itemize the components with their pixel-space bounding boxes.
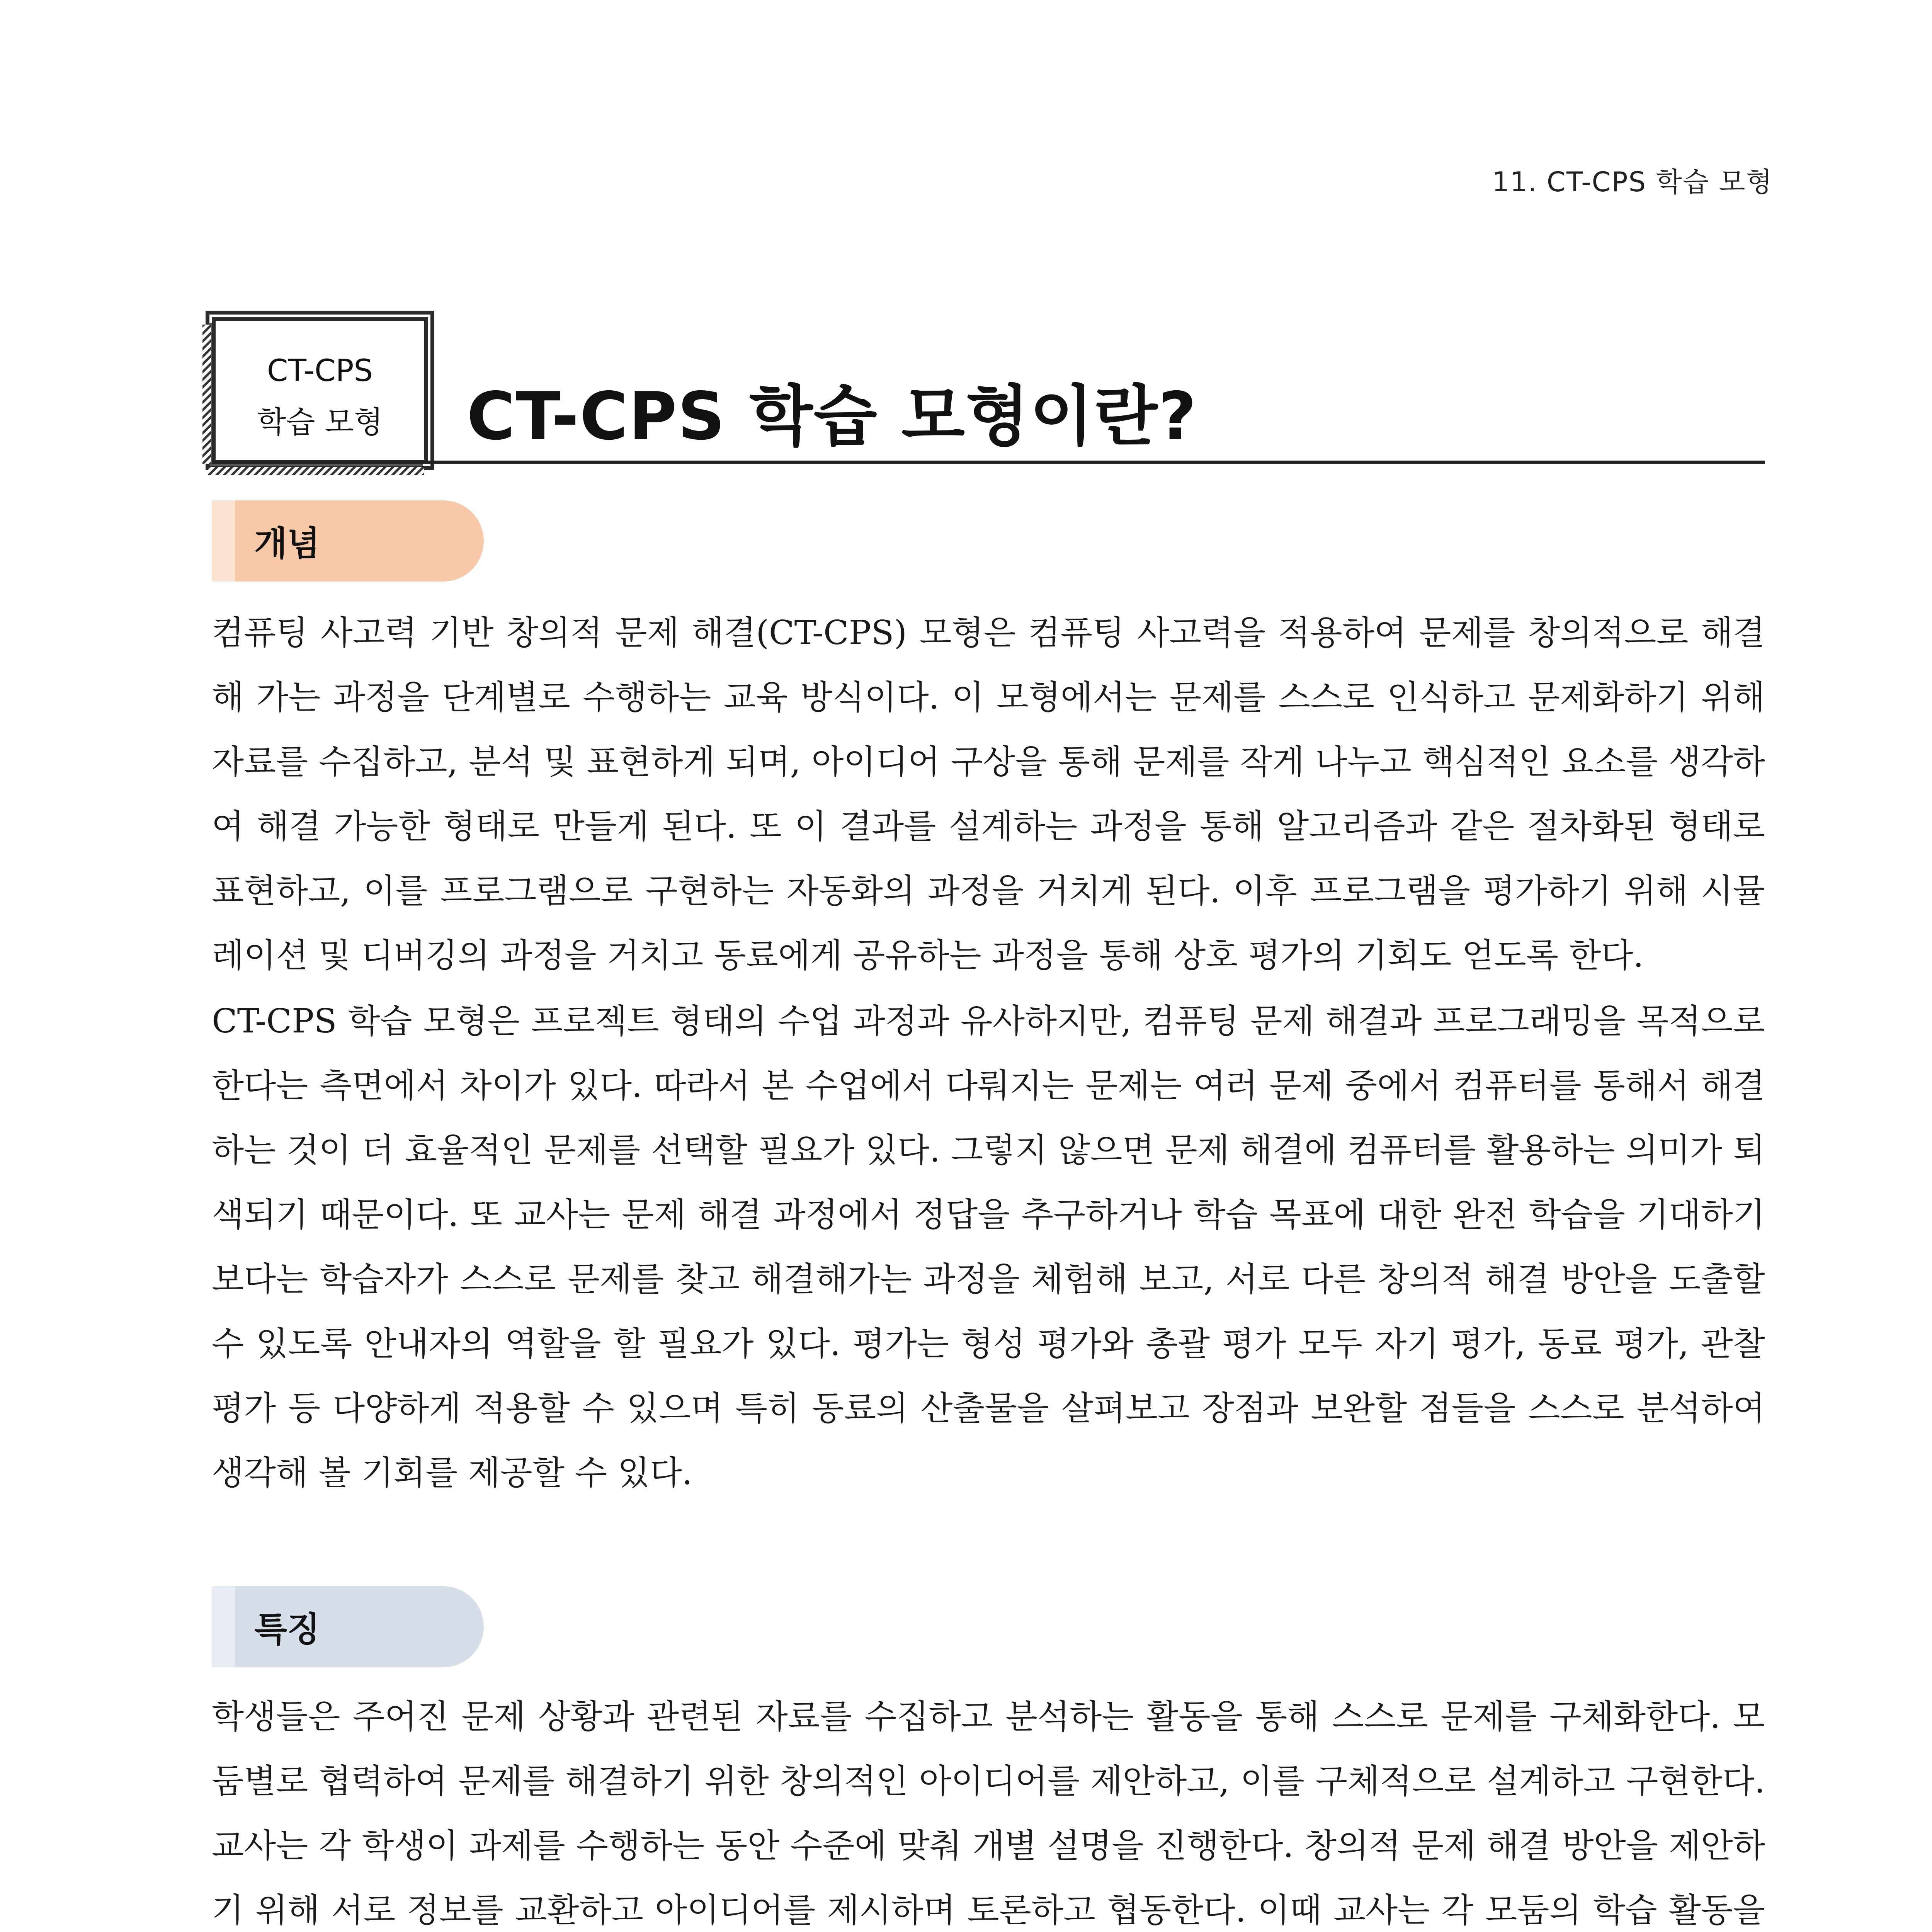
chapter-tag-line2: 학습 모형 [257,405,383,440]
chapter-title-block [212,317,1773,468]
features-paragraph: 학생들은 주어진 문제 상황과 관련된 자료를 수집하고 분석하는 활동을 통해 스스로 문제를 구체화한다. 모둠별로 협력하여 문제를 해결하기 위한 창의적인 아이디어를 제안하고, 이를 구체적으로 설계하고 구현한다. 교사는 각 학생이 과제를 수행하는 동안 수준에 맞춰 개별 설명을 진행한다. 창의적 문제 해결 방안을 제안하기 위해 서로 정보를 교환하고 아이디어를 제시하며 토론하고 협동한다. 이때 교사는 각 모둠의 학습 활동을 [212,1697,1765,1930]
section-pill-accent [212,500,235,582]
tag-hatch-decoration [202,325,211,464]
page-title: CT-CPS 학습 모형이란? [467,378,1197,455]
concept-paragraph-1: 컴퓨팅 사고력 기반 창의적 문제 해결(CT-CPS) 모형은 컴퓨팅 사고력을 적용하여 문제를 창의적으로 해결해 가는 과정을 단계별로 수행하는 교육 방식이다. 이 모형에서는 문제를 스스로 인식하고 문제화하기 위해 자료를 수집하고, 분석 및 표현하게 되며, 아이디어 구상을 통해 문제를 작게 나누고 핵심적인 요소를 생각하여 해결 가능한 형태로 만들게 된다. 또 이 결과를 설계하는 과정을 통해 알고리즘과 같은 절차화된 형태로 표현하고, 이를 프로그램으로 구현하는 자동화의 과정을 거치게 된다. 이후 프로그램을 평가하기 위해 시뮬레이션 및 디버깅의 과정을 거치고 동료에게 공유하는 과정을 통해 상호 평가의 기회도 얻도록 한다. [212,614,1765,975]
section-heading-features-label: 특징 [254,1609,320,1649]
chapter-tag-box [212,317,428,464]
running-header: 11. CT-CPS 학습 모형 [1492,166,1773,198]
title-underline [212,461,1765,464]
chapter-tag-line1: CT-CPS [267,354,373,388]
section-pill-accent [212,1586,235,1667]
tag-hatch-decoration [208,467,424,475]
concept-paragraph-2: CT-CPS 학습 모형은 프로젝트 형태의 수업 과정과 유사하지만, 컴퓨팅 문제 해결과 프로그래밍을 목적으로 한다는 측면에서 차이가 있다. 따라서 본 수업에서 다뤄지는 문제는 여러 문제 중에서 컴퓨터를 통해서 해결하는 것이 더 효율적인 문제를 선택할 필요가 있다. 그렇지 않으면 문제 해결에 컴퓨터를 활용하는 의미가 퇴색되기 때문이다. 또 교사는 문제 해결 과정에서 정답을 추구하거나 학습 목표에 대한 완전 학습을 기대하기보다는 학습자가 스스로 문제를 찾고 해결해가는 과정을 체험해 보고, 서로 다른 창의적 해결 방안을 도출할 수 있도록 안내자의 역할을 할 필요가 있다. 평가는 형성 평가와 총괄 평가 모두 자기 평가, 동료 평가, 관찰 평가 등 다양하게 적용할 수 있으며 특히 동료의 산출물을 살펴보고 장점과 보완할 점들을 스스로 분석하여 생각해 볼 기회를 제공할 수 있다. [212,1002,1765,1492]
section-heading-features [212,1586,484,1667]
section-heading-concept-label: 개념 [254,524,320,563]
section-heading-concept [212,500,484,582]
